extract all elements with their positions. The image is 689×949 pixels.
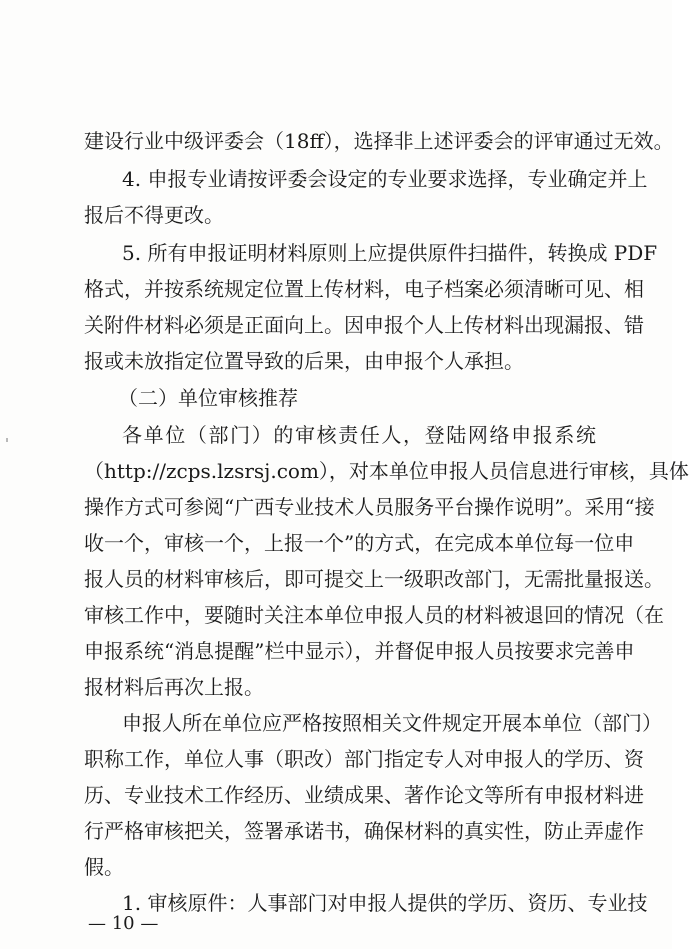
text-line-5: 格式，并按系统规定位置上传材料，电子档案必须清晰可见、相: [84, 277, 644, 301]
text-line-17: 申报人所在单位应严格按照相关文件规定开展本单位（部门）: [122, 711, 662, 735]
text-line-7: 报或未放指定位置导致的后果，由申报个人承担。: [84, 349, 524, 373]
text-line-6: 关附件材料必须是正面向上。因申报个人上传材料出现漏报、错: [84, 313, 644, 337]
text-line-13: 报人员的材料审核后，即可提交上一级职改部门，无需批量报送。: [84, 567, 664, 591]
text-line-11: 操作方式可参阅“广西专业技术人员服务平台操作说明”。采用“接: [84, 495, 655, 519]
text-line-16: 报材料后再次上报。: [84, 675, 264, 699]
section-heading: （二）单位审核推荐: [118, 386, 298, 410]
text-line-10: （http://zcps.lzsrsj.com），对本单位申报人员信息进行审核，具体: [84, 459, 689, 483]
text-line-14: 审核工作中，要随时关注本单位申报人员的材料被退回的情况（在: [84, 603, 664, 627]
page-number: — 10 —: [88, 913, 159, 934]
text-line-9: 各单位（部门）的审核责任人，登陆网络申报系统: [122, 423, 596, 447]
text-line-3: 报后不得更改。: [84, 203, 224, 227]
text-line-15: 申报系统“消息提醒”栏中显示），并督促申报人员按要求完善申: [84, 639, 635, 663]
text-line-20: 行严格审核把关，签署承诺书，确保材料的真实性，防止弄虚作: [84, 819, 644, 843]
text-line-22: 1. 审核原件：人事部门对申报人提供的学历、资历、专业技: [122, 891, 648, 915]
text-line-21: 假。: [84, 855, 124, 879]
scan-mark: [6, 438, 8, 442]
text-line-18: 职称工作，单位人事（职改）部门指定专人对申报人的学历、资: [84, 747, 644, 771]
text-line-2: 4. 申报专业请按评委会设定的专业要求选择，专业确定并上: [122, 167, 648, 191]
text-line-1: 建设行业中级评委会（18ff），选择非上述评委会的评审通过无效。: [84, 129, 674, 153]
text-line-12: 收一个，审核一个，上报一个”的方式，在完成本单位每一位申: [84, 531, 635, 555]
text-line-19: 历、专业技术工作经历、业绩成果、著作论文等所有申报材料进: [84, 783, 644, 807]
text-line-4: 5. 所有申报证明材料原则上应提供原件扫描件，转换成 PDF: [122, 241, 658, 265]
